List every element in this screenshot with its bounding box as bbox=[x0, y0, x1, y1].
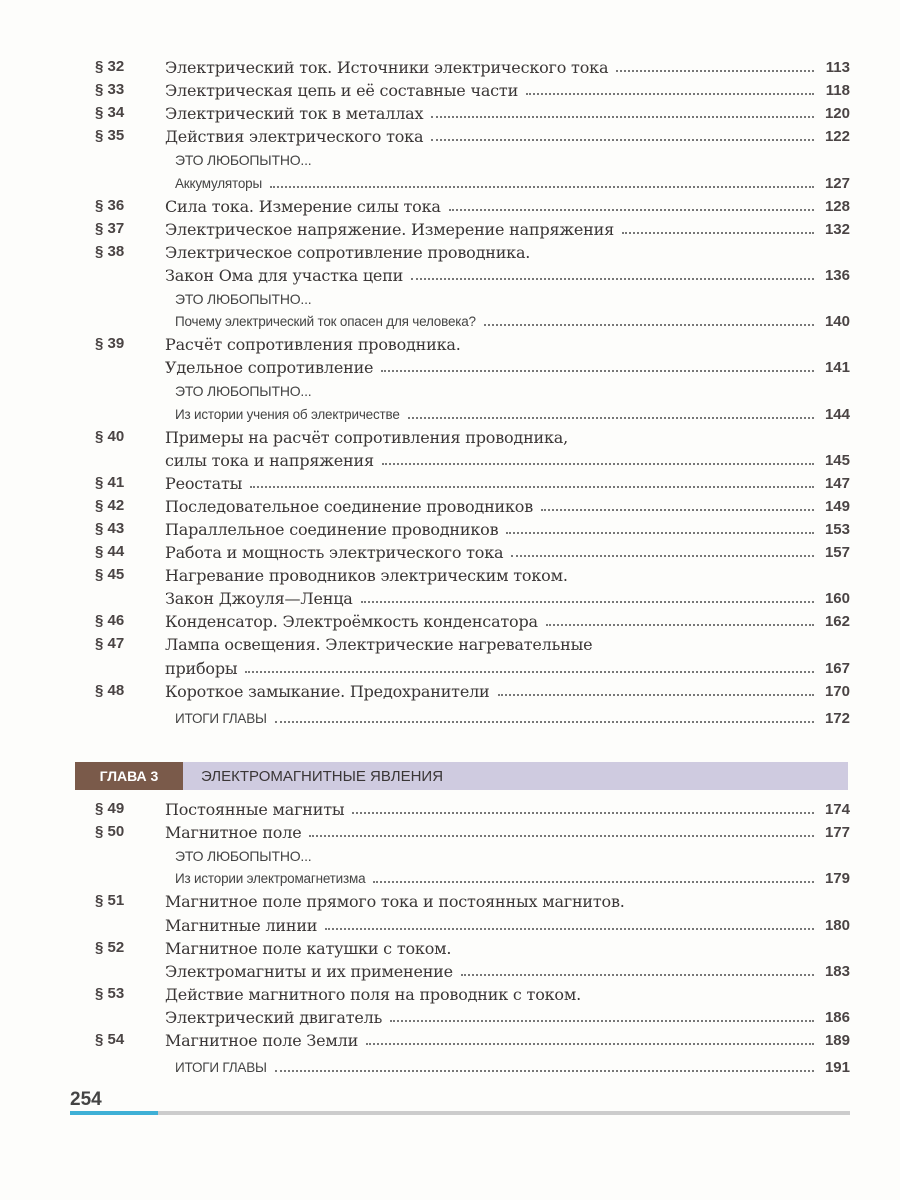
section-number: § 53 bbox=[95, 984, 125, 1002]
toc-entry[interactable] bbox=[95, 494, 850, 517]
page-ref: 179 bbox=[824, 870, 850, 888]
toc-line bbox=[95, 632, 850, 655]
toc-line bbox=[95, 889, 850, 912]
entry-title: ЭТО ЛЮБОПЫТНО... bbox=[175, 848, 312, 865]
section-number: § 44 bbox=[95, 543, 125, 561]
toc-line bbox=[95, 124, 850, 147]
entry-title: Магнитные линии bbox=[165, 915, 318, 935]
dot-leader bbox=[352, 812, 814, 814]
toc-entry[interactable] bbox=[95, 517, 850, 540]
page-ref: 183 bbox=[824, 962, 850, 980]
section-number: § 38 bbox=[95, 242, 125, 260]
toc-entry[interactable] bbox=[95, 982, 850, 1028]
toc-line bbox=[95, 101, 850, 124]
toc-entry[interactable] bbox=[95, 1028, 850, 1051]
toc-entry[interactable] bbox=[95, 563, 850, 609]
toc-line bbox=[95, 820, 850, 843]
toc-line bbox=[95, 170, 850, 193]
entry-title: Магнитное поле катушки с током. bbox=[165, 938, 452, 958]
toc-line bbox=[95, 586, 850, 609]
page-ref: 191 bbox=[824, 1059, 850, 1077]
entry-title: Магнитное поле Земли bbox=[165, 1031, 359, 1051]
toc-line bbox=[95, 866, 850, 889]
page-ref: 167 bbox=[824, 659, 850, 677]
toc-line bbox=[95, 1028, 850, 1051]
page-ref: 118 bbox=[825, 82, 850, 100]
section-number: § 41 bbox=[95, 473, 125, 491]
toc-line bbox=[95, 263, 850, 286]
toc-entry[interactable] bbox=[95, 101, 850, 124]
entry-title: Постоянные магниты bbox=[165, 800, 345, 820]
toc-line bbox=[95, 959, 850, 982]
toc-entry[interactable] bbox=[95, 889, 850, 935]
entry-title: Почему электрический ток опасен для человека? bbox=[175, 314, 476, 330]
section-number: § 51 bbox=[95, 892, 125, 910]
toc-line bbox=[95, 609, 850, 632]
toc-line bbox=[95, 563, 850, 586]
toc-entry[interactable] bbox=[95, 679, 850, 702]
chapter-label: ГЛАВА 3 bbox=[75, 762, 183, 790]
dot-leader bbox=[382, 463, 814, 465]
toc-chapter-2-list bbox=[95, 55, 850, 729]
toc-line bbox=[95, 540, 850, 563]
toc-line bbox=[95, 843, 850, 866]
toc-line bbox=[95, 1005, 850, 1028]
dot-leader bbox=[484, 324, 814, 326]
toc-chapter-3-list bbox=[95, 797, 850, 1078]
section-number: § 47 bbox=[95, 635, 125, 653]
toc-line bbox=[95, 471, 850, 494]
page-ref: 122 bbox=[824, 128, 850, 146]
entry-title: Электрическая цепь и её составные части bbox=[165, 81, 519, 101]
dot-leader bbox=[506, 532, 814, 534]
toc-entry[interactable] bbox=[95, 843, 850, 889]
toc-line bbox=[95, 332, 850, 355]
toc-line bbox=[95, 147, 850, 170]
dot-leader bbox=[498, 694, 814, 696]
dot-leader bbox=[616, 70, 814, 72]
entry-title: Магнитное поле bbox=[165, 823, 302, 843]
entry-title: Электромагниты и их применение bbox=[165, 961, 453, 981]
toc-entry[interactable] bbox=[95, 425, 850, 471]
page-ref: 157 bbox=[824, 544, 850, 562]
dot-leader bbox=[431, 116, 814, 118]
toc-entry[interactable] bbox=[95, 217, 850, 240]
toc-line bbox=[95, 1055, 850, 1078]
dot-leader bbox=[511, 555, 814, 557]
section-number: § 48 bbox=[95, 681, 125, 699]
entry-title: Нагревание проводников электрическим током. bbox=[165, 566, 568, 586]
entry-title: Из истории учения об электричестве bbox=[175, 406, 400, 422]
page-ref: 147 bbox=[824, 474, 850, 492]
toc-line bbox=[95, 797, 850, 820]
entry-title: Из истории электромагнетизма bbox=[175, 871, 366, 887]
toc-entry[interactable] bbox=[95, 632, 850, 678]
toc-line bbox=[95, 912, 850, 935]
toc-entry[interactable] bbox=[95, 147, 850, 193]
section-number: § 45 bbox=[95, 566, 125, 584]
entry-title: Работа и мощность электрического тока bbox=[165, 543, 504, 563]
footer-accent bbox=[70, 1111, 158, 1115]
toc-line bbox=[95, 679, 850, 702]
page-ref: 113 bbox=[825, 59, 850, 77]
entry-title: приборы bbox=[165, 658, 238, 678]
toc-line bbox=[95, 494, 850, 517]
page-ref: 160 bbox=[824, 590, 850, 608]
page-ref: 174 bbox=[824, 801, 850, 819]
entry-title: Примеры на расчёт сопротивления проводника, bbox=[165, 427, 569, 447]
section-number: § 36 bbox=[95, 196, 125, 214]
entry-title: Конденсатор. Электроёмкость конденсатора bbox=[165, 612, 538, 632]
entry-title: Расчёт сопротивления проводника. bbox=[165, 335, 461, 355]
entry-title: Аккумуляторы bbox=[175, 175, 262, 191]
dot-leader bbox=[309, 835, 814, 837]
dot-leader bbox=[411, 278, 814, 280]
page-ref: 177 bbox=[824, 824, 850, 842]
chapter-3-header bbox=[75, 762, 848, 790]
page-ref: 149 bbox=[824, 497, 850, 515]
entry-title: Электрический ток. Источники электрического тока bbox=[165, 58, 609, 78]
dot-leader bbox=[250, 486, 814, 488]
entry-title: Параллельное соединение проводников bbox=[165, 519, 499, 539]
entry-title: Лампа освещения. Электрические нагревательные bbox=[165, 635, 593, 655]
dot-leader bbox=[408, 417, 814, 419]
dot-leader bbox=[325, 928, 814, 930]
entry-title: силы тока и напряжения bbox=[165, 450, 374, 470]
dot-leader bbox=[431, 139, 814, 141]
dot-leader bbox=[622, 232, 814, 234]
toc-entry[interactable] bbox=[95, 820, 850, 843]
page-ref: 153 bbox=[824, 520, 850, 538]
toc-entry[interactable] bbox=[95, 378, 850, 424]
page-ref: 127 bbox=[824, 174, 850, 192]
toc-line bbox=[95, 309, 850, 332]
entry-title: ЭТО ЛЮБОПЫТНО... bbox=[175, 383, 312, 400]
toc-line bbox=[95, 194, 850, 217]
page-ref: 145 bbox=[824, 451, 850, 469]
dot-leader bbox=[366, 1043, 814, 1045]
page-ref: 140 bbox=[824, 313, 850, 331]
toc-entry[interactable] bbox=[95, 797, 850, 820]
entry-title: Действие магнитного поля на проводник с током. bbox=[165, 984, 581, 1004]
entry-title: ИТОГИ ГЛАВЫ bbox=[175, 1060, 267, 1076]
entry-title: Действия электрического тока bbox=[165, 127, 424, 147]
page-ref: 128 bbox=[824, 197, 850, 215]
toc-entry[interactable] bbox=[95, 1055, 850, 1078]
page-ref: 180 bbox=[824, 916, 850, 934]
page-ref: 141 bbox=[824, 359, 850, 377]
entry-title: Электрический двигатель bbox=[165, 1007, 383, 1027]
toc-line bbox=[95, 655, 850, 678]
section-number: § 35 bbox=[95, 127, 125, 145]
page-ref: 189 bbox=[824, 1032, 850, 1050]
entry-title: Электрическое напряжение. Измерение напряжения bbox=[165, 219, 614, 239]
toc-line bbox=[95, 355, 850, 378]
section-number: § 46 bbox=[95, 612, 125, 630]
section-number: § 32 bbox=[95, 58, 125, 76]
toc-line bbox=[95, 448, 850, 471]
page-ref: 120 bbox=[824, 105, 850, 123]
chapter-title: ЭЛЕКТРОМАГНИТНЫЕ ЯВЛЕНИЯ bbox=[201, 767, 444, 785]
section-number: § 39 bbox=[95, 335, 125, 353]
toc-entry[interactable] bbox=[95, 55, 850, 78]
dot-leader bbox=[526, 93, 814, 95]
entry-title: Магнитное поле прямого тока и постоянных магнитов. bbox=[165, 892, 625, 912]
toc-line bbox=[95, 936, 850, 959]
toc-entry[interactable] bbox=[95, 332, 850, 378]
toc-line bbox=[95, 55, 850, 78]
toc-line bbox=[95, 378, 850, 401]
toc-entry[interactable] bbox=[95, 609, 850, 632]
dot-leader bbox=[275, 721, 814, 723]
dot-leader bbox=[275, 1070, 814, 1072]
toc-line bbox=[95, 982, 850, 1005]
toc-entry[interactable] bbox=[95, 240, 850, 286]
dot-leader bbox=[461, 974, 814, 976]
entry-title: Сила тока. Измерение силы тока bbox=[165, 196, 441, 216]
dot-leader bbox=[449, 209, 814, 211]
toc-line bbox=[95, 706, 850, 729]
dot-leader bbox=[546, 624, 814, 626]
toc-line bbox=[95, 217, 850, 240]
entry-title: Электрическое сопротивление проводника. bbox=[165, 242, 531, 262]
toc-entry[interactable] bbox=[95, 194, 850, 217]
toc-line bbox=[95, 425, 850, 448]
toc-line bbox=[95, 286, 850, 309]
section-number: § 40 bbox=[95, 427, 125, 445]
entry-title: Короткое замыкание. Предохранители bbox=[165, 681, 490, 701]
entry-title: Удельное сопротивление bbox=[165, 358, 374, 378]
toc-line bbox=[95, 78, 850, 101]
toc-entry[interactable] bbox=[95, 286, 850, 332]
section-number: § 52 bbox=[95, 938, 125, 956]
dot-leader bbox=[245, 671, 814, 673]
toc-line bbox=[95, 517, 850, 540]
page-ref: 132 bbox=[824, 220, 850, 238]
page-ref: 136 bbox=[824, 266, 850, 284]
toc-line bbox=[95, 240, 850, 263]
dot-leader bbox=[541, 509, 814, 511]
entry-title: ЭТО ЛЮБОПЫТНО... bbox=[175, 152, 312, 169]
entry-title: Последовательное соединение проводников bbox=[165, 496, 534, 516]
page-number: 254 bbox=[70, 1089, 102, 1110]
page-ref: 186 bbox=[824, 1008, 850, 1026]
section-number: § 34 bbox=[95, 104, 125, 122]
toc-entry[interactable] bbox=[95, 124, 850, 147]
toc-entry[interactable] bbox=[95, 471, 850, 494]
section-number: § 50 bbox=[95, 823, 125, 841]
footer-divider bbox=[70, 1111, 850, 1115]
page-ref: 162 bbox=[824, 613, 850, 631]
entry-title: Реостаты bbox=[165, 473, 243, 493]
dot-leader bbox=[390, 1020, 814, 1022]
dot-leader bbox=[361, 601, 814, 603]
entry-title: ЭТО ЛЮБОПЫТНО... bbox=[175, 291, 312, 308]
section-number: § 42 bbox=[95, 496, 125, 514]
entry-title: Закон Джоуля—Ленца bbox=[165, 589, 353, 609]
toc-entry[interactable] bbox=[95, 706, 850, 729]
dot-leader bbox=[381, 370, 814, 372]
section-number: § 33 bbox=[95, 81, 125, 99]
section-number: § 43 bbox=[95, 519, 125, 537]
dot-leader bbox=[373, 881, 814, 883]
page-ref: 144 bbox=[824, 405, 850, 423]
section-number: § 54 bbox=[95, 1031, 125, 1049]
toc-line bbox=[95, 401, 850, 424]
section-number: § 49 bbox=[95, 800, 125, 818]
entry-title: ИТОГИ ГЛАВЫ bbox=[175, 710, 267, 726]
section-number: § 37 bbox=[95, 219, 125, 237]
toc-entry[interactable] bbox=[95, 540, 850, 563]
entry-title: Закон Ома для участка цепи bbox=[165, 265, 404, 285]
page-ref: 170 bbox=[824, 682, 850, 700]
toc-entry[interactable] bbox=[95, 936, 850, 982]
entry-title: Электрический ток в металлах bbox=[165, 104, 424, 124]
toc-entry[interactable] bbox=[95, 78, 850, 101]
page-ref: 172 bbox=[824, 709, 850, 727]
dot-leader bbox=[270, 186, 814, 188]
